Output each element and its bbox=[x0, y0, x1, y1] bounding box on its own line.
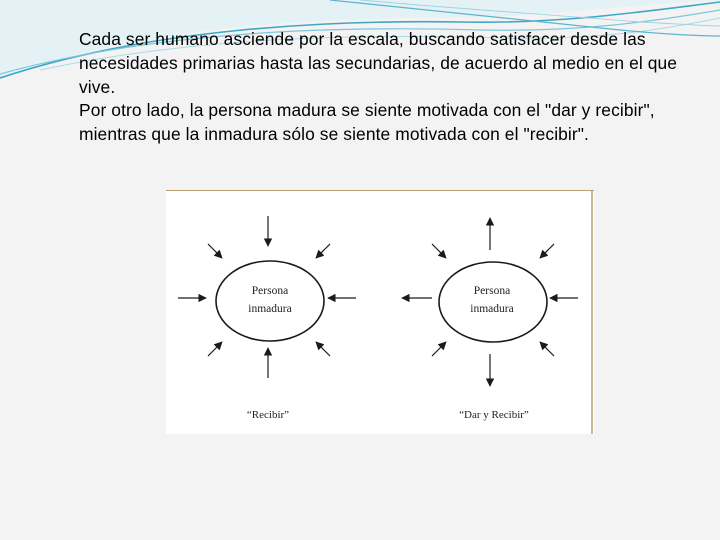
left-label-line2: inmadura bbox=[248, 303, 292, 315]
left-group bbox=[178, 216, 356, 421]
left-arrow-bottom-left bbox=[208, 342, 222, 356]
right-ellipse bbox=[439, 262, 547, 342]
left-arrow-top-left bbox=[208, 244, 222, 258]
right-arrow-top-left-in bbox=[432, 244, 446, 258]
maturity-diagram bbox=[166, 190, 594, 434]
paragraph-1: Cada ser humano asciende por la escala, buscando satisfacer desde las necesidades primarias hasta las secundarias, de acuerdo al medio en el que vive. bbox=[79, 29, 678, 97]
left-arrow-top-right bbox=[316, 244, 330, 258]
right-arrow-bottom-left-in bbox=[432, 342, 446, 356]
left-caption: “Recibir” bbox=[246, 409, 290, 421]
left-arrow-bottom-right bbox=[316, 342, 330, 356]
diagram-canvas bbox=[166, 190, 594, 434]
right-caption: “Dar y Recibir” bbox=[459, 409, 529, 421]
left-label-line1: Persona bbox=[251, 285, 289, 297]
paragraph-2: Por otro lado, la persona madura se siente motivada con el "dar y recibir", mientras que la inmadura sólo se siente motivada con el "recibir". bbox=[79, 100, 655, 145]
right-group bbox=[402, 218, 578, 421]
right-arrow-top-right-in bbox=[540, 244, 554, 258]
right-label-line1: Persona bbox=[473, 285, 511, 297]
left-ellipse bbox=[216, 261, 324, 341]
body-text bbox=[79, 28, 704, 147]
right-arrow-bottom-right-in bbox=[540, 342, 554, 356]
right-label-line2: inmadura bbox=[470, 303, 514, 315]
